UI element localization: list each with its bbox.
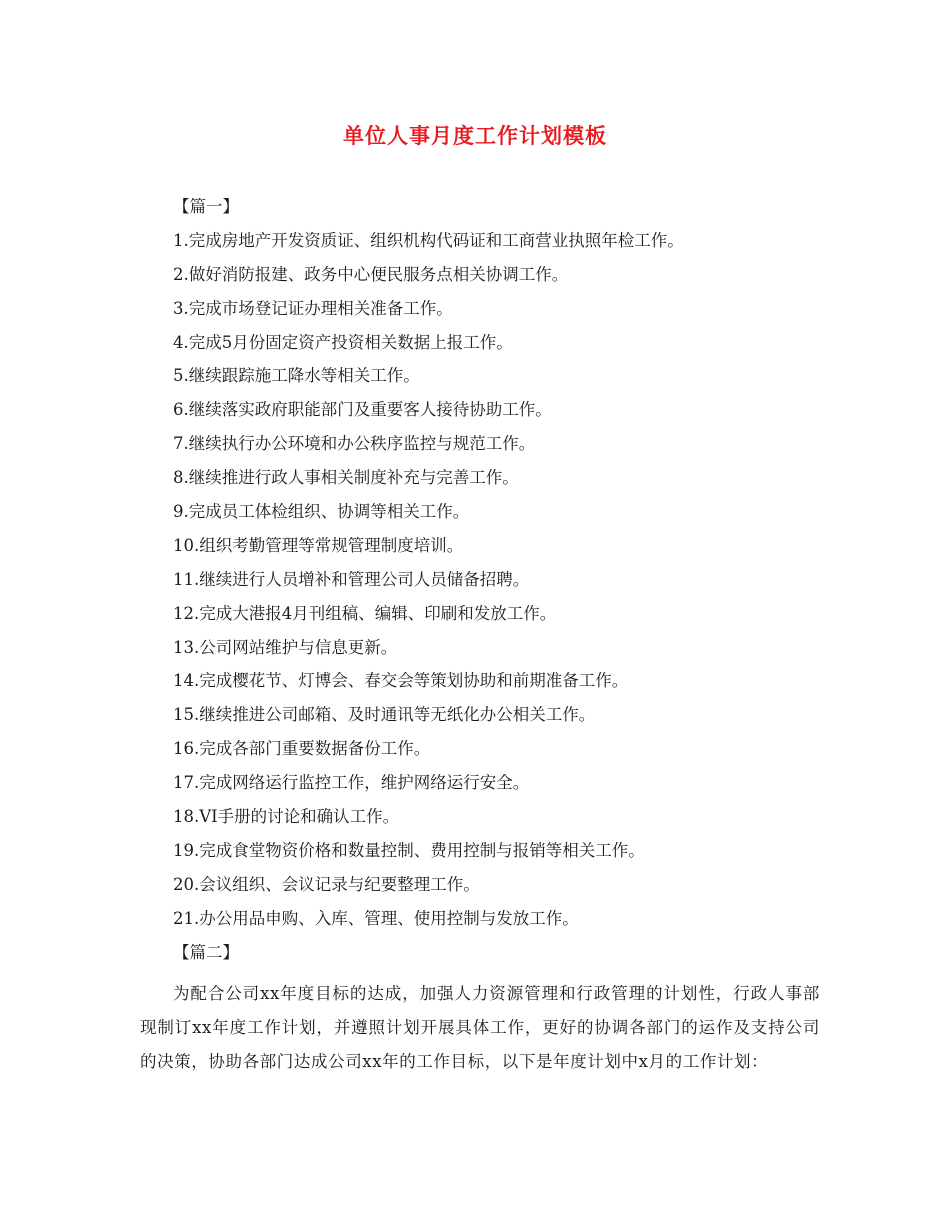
list-item: 18.VI手册的讨论和确认工作。 (173, 807, 400, 827)
list-item: 21.办公用品申购、入库、管理、使用控制与发放工作。 (173, 908, 579, 928)
list-item: 16.完成各部门重要数据备份工作。 (173, 739, 431, 759)
list-item: 7.继续执行办公环境和办公秩序监控与规范工作。 (173, 434, 536, 454)
list-item: 14.完成樱花节、灯博会、春交会等策划协助和前期准备工作。 (173, 671, 629, 691)
list-item: 12.完成大港报4月刊组稿、编辑、印刷和发放工作。 (173, 603, 557, 623)
section-heading-1: 【篇一】 (173, 197, 239, 216)
list-item: 20.会议组织、会议记录与纪要整理工作。 (173, 874, 480, 894)
list-item: 15.继续推进公司邮箱、及时通讯等无纸化办公相关工作。 (173, 705, 596, 725)
list-item: 19.完成食堂物资价格和数量控制、费用控制与报销等相关工作。 (173, 840, 645, 860)
list-item: 4.完成5月份固定资产投资相关数据上报工作。 (173, 332, 513, 352)
list-item: 2.做好消防报建、政务中心便民服务点相关协调工作。 (173, 264, 569, 284)
list-item: 8.继续推进行政人事相关制度补充与完善工作。 (173, 468, 519, 488)
document-body (140, 194, 820, 1079)
list-item: 5.继续跟踪施工降水等相关工作。 (173, 366, 420, 386)
list-item: 17.完成网络运行监控工作，维护网络运行安全。 (173, 773, 530, 793)
list-item: 13.公司网站维护与信息更新。 (173, 637, 398, 657)
list-item: 11.继续进行人员增补和管理公司人员储备招聘。 (173, 569, 530, 589)
list-item: 1.完成房地产开发资质证、组织机构代码证和工商营业执照年检工作。 (173, 230, 684, 250)
list-item: 3.完成市场登记证办理相关准备工作。 (173, 298, 453, 318)
section-heading-2: 【篇二】 (173, 942, 239, 962)
list-item: 10.组织考勤管理等常规管理制度培训。 (173, 535, 464, 555)
list-item: 9.完成员工体检组织、协调等相关工作。 (173, 502, 470, 522)
document-title: 单位人事月度工作计划模板 (343, 123, 607, 148)
list-item: 6.继续落实政府职能部门及重要客人接待协助工作。 (173, 400, 552, 420)
section-2-paragraph: 为配合公司xx年度目标的达成，加强人力资源管理和行政管理的计划性，行政人事部现制订xx年度工作计划，并遵照计划开展具体工作，更好的协调各部门的运作及支持公司的决策，协助各部门达成公司xx年的工作目标，以下是年度计划中x月的工作计划： (140, 984, 820, 1072)
task-list (140, 228, 820, 940)
